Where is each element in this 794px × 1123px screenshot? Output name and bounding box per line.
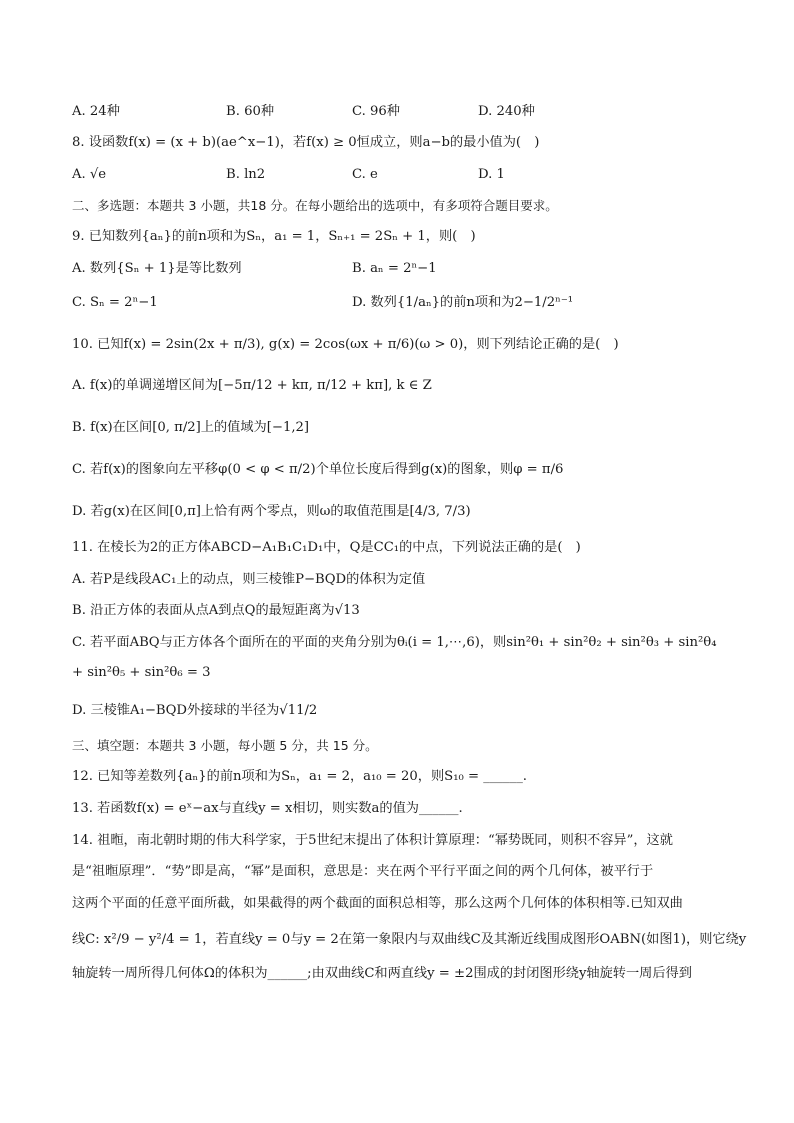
q7-option-d: D. 240种 — [478, 104, 535, 119]
q11-option-c-line2: + sin²θ₅ + sin²θ₆ = 3 — [72, 665, 211, 680]
q10-stem: 10. 已知f(x) = 2sin(2x + π/3), g(x) = 2cos(ωx + π/6)(ω > 0)，则下列结论正确的是( ) — [72, 337, 619, 352]
q7-option-a: A. 24种 — [72, 104, 120, 119]
q14-line1: 14. 祖暅，南北朝时期的伟大科学家，于5世纪末提出了体积计算原理：“幂势既同，则积不容异”，这就 — [72, 833, 673, 848]
q10-option-b: B. f(x)在区间[0, π/2]上的值域为[−1,2] — [72, 420, 310, 435]
q8-stem: 8. 设函数f(x) = (x + b)(ae^x−1)，若f(x) ≥ 0恒成立，则a−b的最小值为( ) — [72, 135, 540, 150]
q14-line4: 线C: x²/9 − y²/4 = 1，若直线y = 0与y = 2在第一象限内与双曲线C及其渐近线围成图形OABN(如图1)，则它绕y — [72, 932, 747, 947]
q9-stem: 9. 已知数列{aₙ}的前n项和为Sₙ，a₁ = 1，Sₙ₊₁ = 2Sₙ + 1，则( ) — [72, 229, 476, 244]
q9-option-b: B. aₙ = 2ⁿ−1 — [352, 261, 437, 276]
section-heading-fill-in: 三、填空题：本题共 3 小题，每小题 5 分，共 15 分。 — [72, 738, 378, 753]
q14-line5: 轴旋转一周所得几何体Ω的体积为______;由双曲线C和两直线y = ±2围成的封闭图形绕y轴旋转一周后得到 — [72, 966, 692, 981]
q8-option-d: D. 1 — [478, 167, 505, 182]
q14-line2: 是“祖暅原理”．“势”即是高，“幂”是面积，意思是：夹在两个平行平面之间的两个几何体，被平行于 — [72, 864, 654, 879]
q10-option-c: C. 若f(x)的图象向左平移φ(0 < φ < π/2)个单位长度后得到g(x)的图象，则φ = π/6 — [72, 462, 564, 477]
q7-option-b: B. 60种 — [226, 104, 275, 119]
q8-option-c: C. e — [352, 165, 378, 185]
q10-option-a: A. f(x)的单调递增区间为[−5π/12 + kπ, π/12 + kπ], k ∈ Z — [72, 378, 432, 393]
q13: 13. 若函数f(x) = eˣ−ax与直线y = x相切，则实数a的值为______. — [72, 801, 463, 816]
q10-option-d: D. 若g(x)在区间[0,π]上恰有两个零点，则ω的取值范围是[4/3, 7/3) — [72, 504, 471, 519]
q9-option-d: D. 数列{1/aₙ}的前n项和为2−1/2ⁿ⁻¹ — [352, 295, 574, 310]
q12: 12. 已知等差数列{aₙ}的前n项和为Sₙ，a₁ = 2，a₁₀ = 20，则S₁₀ = ______. — [72, 769, 527, 784]
q8-option-b-final: B. ln2 — [226, 165, 265, 185]
q11-option-c-line1: C. 若平面ABQ与正方体各个面所在的平面的夹角分别为θᵢ(i = 1,⋯,6)，则sin²θ₁ + sin²θ₂ + sin²θ₃ + sin²θ₄ — [72, 635, 717, 650]
q11-option-a: A. 若P是线段AC₁上的动点，则三棱锥P−BQD的体积为定值 — [72, 572, 426, 587]
section-heading-multi-choice: 二、多选题：本题共 3 小题，共18 分。在每小题给出的选项中，有多项符合题目要求。 — [72, 198, 558, 213]
q14-line3: 这两个平面的任意平面所截，如果截得的两个截面的面积总相等，那么这两个几何体的体积相等.已知双曲 — [72, 896, 683, 911]
q9-option-c: C. Sₙ = 2ⁿ−1 — [72, 295, 158, 310]
q11-option-b: B. 沿正方体的表面从点A到点Q的最短距离为√13 — [72, 603, 360, 618]
q8-option-a: A. √e — [72, 167, 107, 182]
q11-option-d: D. 三棱锥A₁−BQD外接球的半径为√11/2 — [72, 703, 318, 718]
q7-option-c: C. 96种 — [352, 104, 400, 119]
q9-option-a: A. 数列{Sₙ + 1}是等比数列 — [72, 261, 242, 276]
q11-stem: 11. 在棱长为2的正方体ABCD−A₁B₁C₁D₁中，Q是CC₁的中点，下列说法正确的是( ) — [72, 540, 581, 555]
